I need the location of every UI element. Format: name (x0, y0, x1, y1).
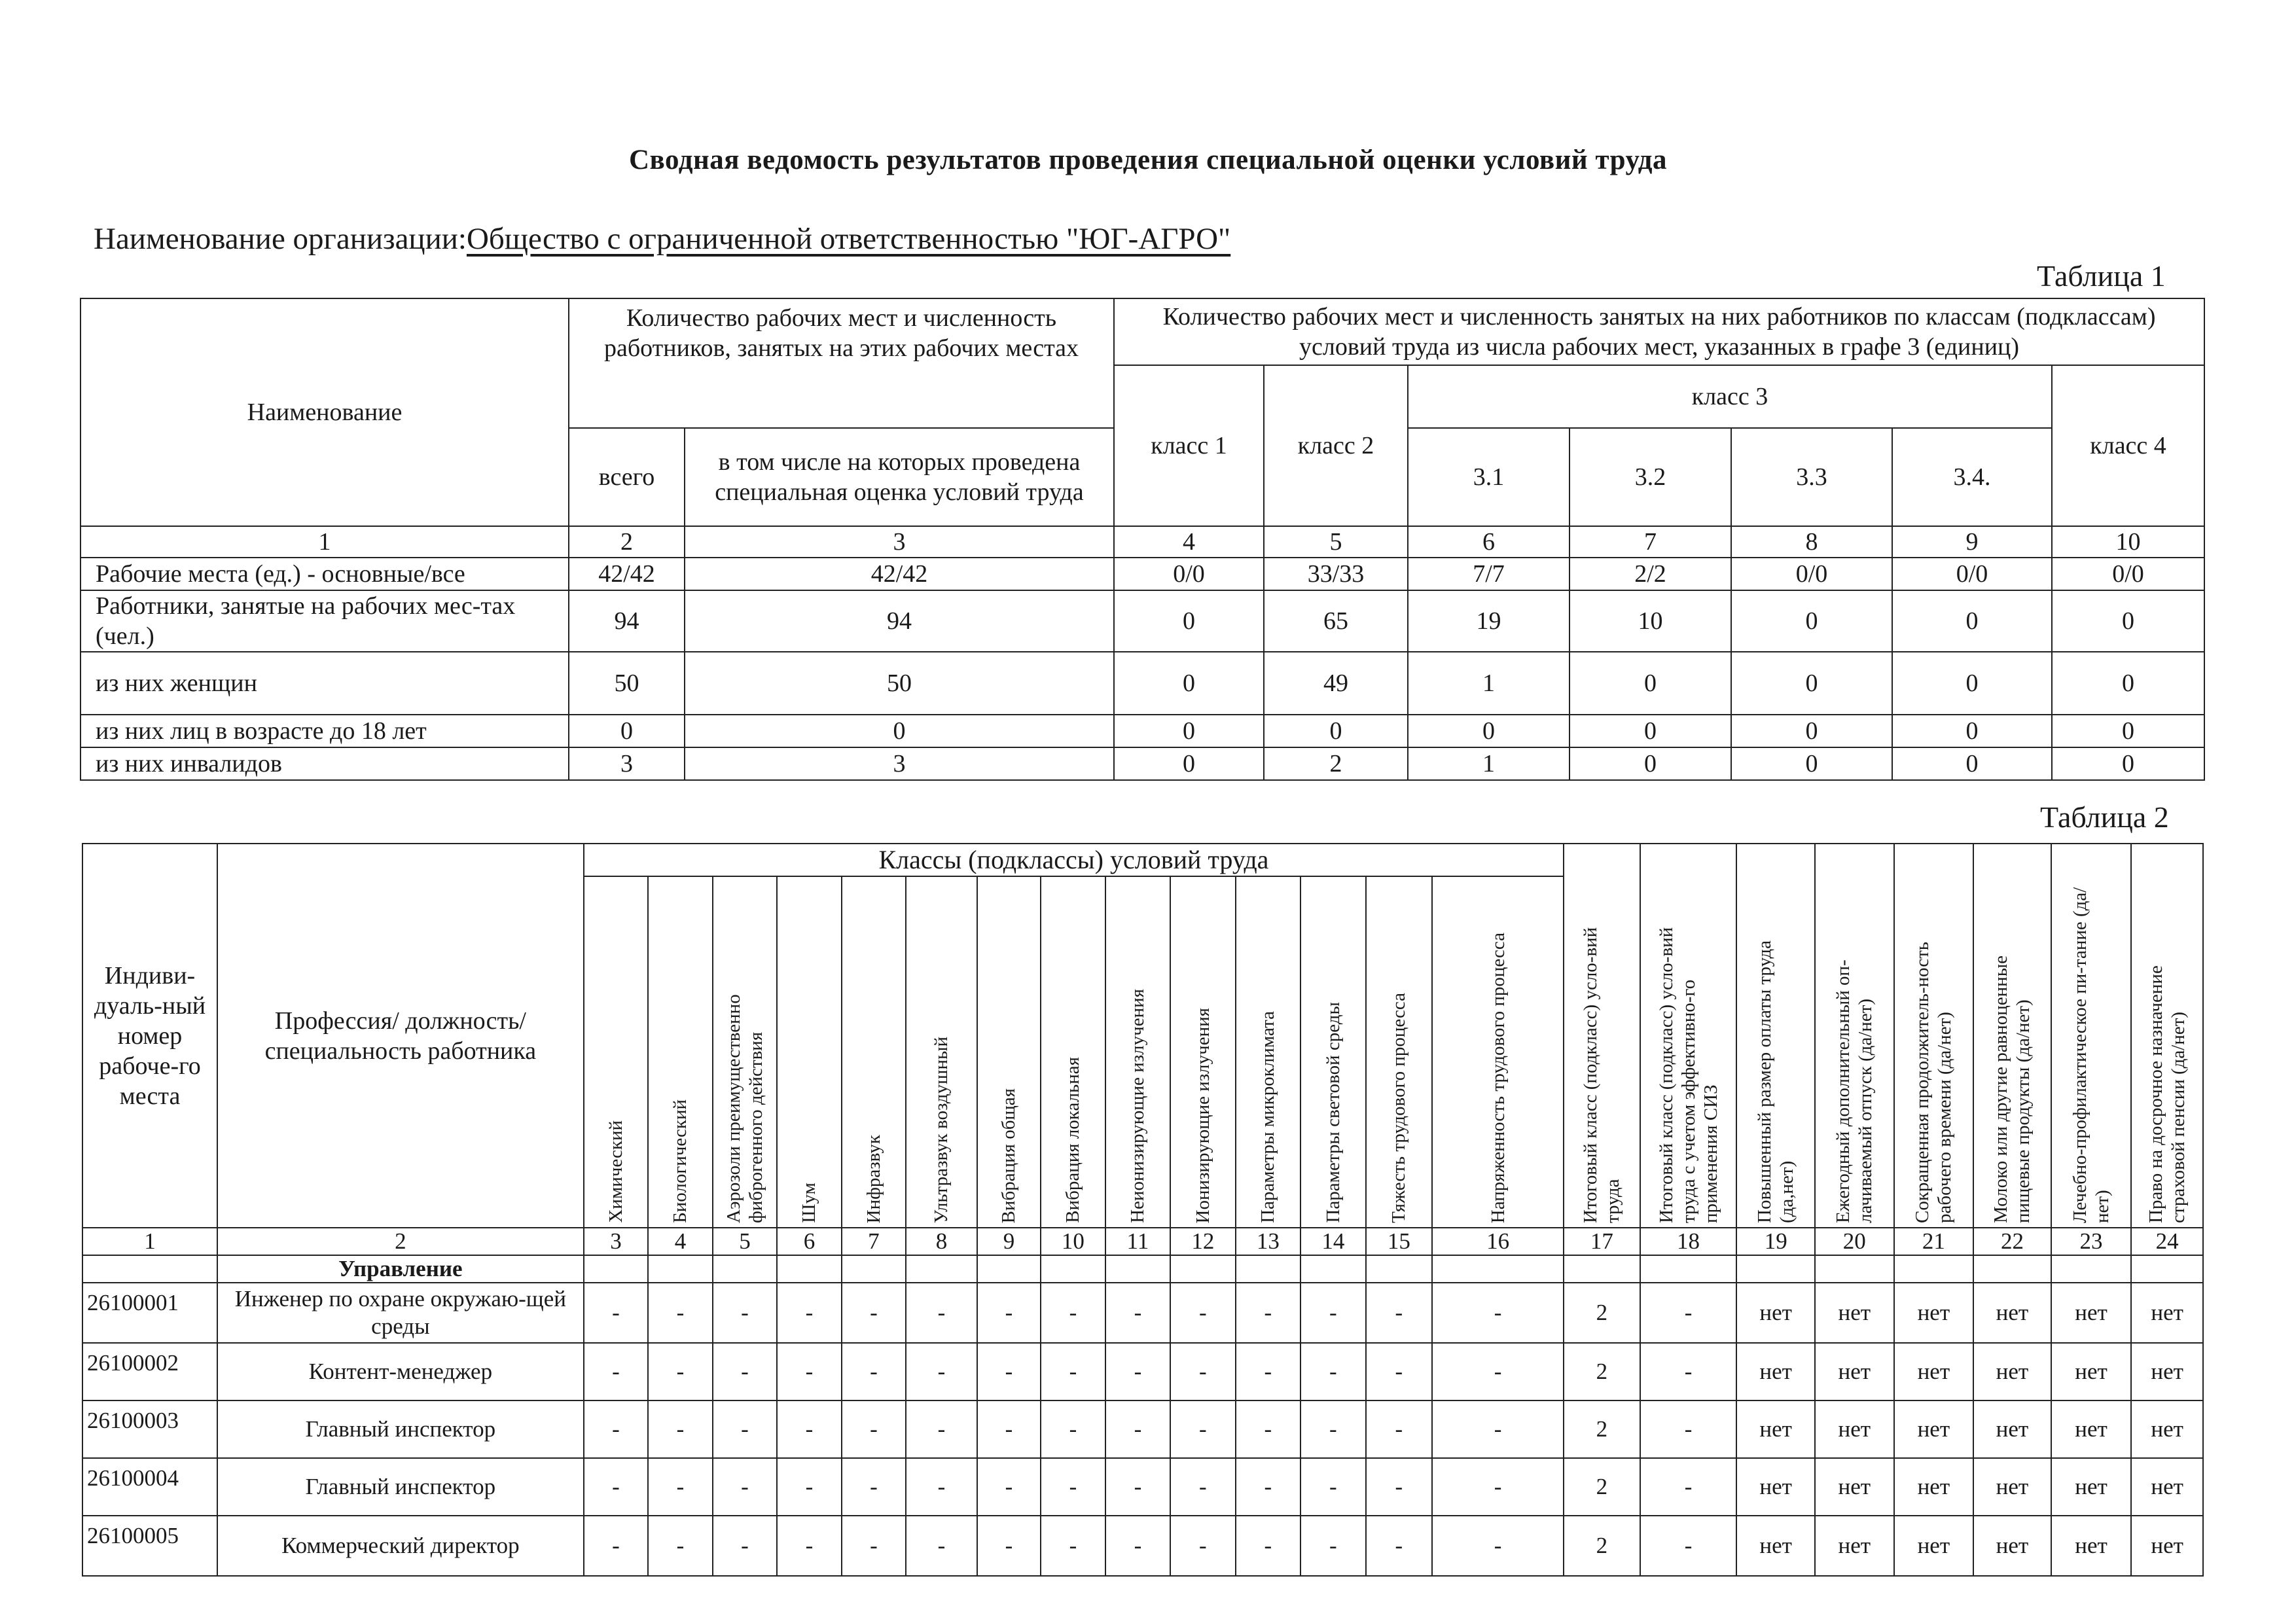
t1-cell: 0 (1114, 747, 1264, 780)
t1-column-number: 2 (569, 526, 685, 558)
t1-cell: 50 (685, 652, 1114, 715)
t2-header-extra: Право на досрочное назначение страховой пенсии (да/нет) (2131, 844, 2203, 1228)
t2-cell: - (1105, 1400, 1170, 1458)
t2-column-number: 7 (842, 1228, 906, 1255)
t2-header-extra: Повышенный размер оплаты труда (да,нет) (1736, 844, 1815, 1228)
t1-cell: 49 (1264, 652, 1408, 715)
t2-header-classes: Классы (подклассы) условий труда (584, 844, 1564, 876)
t2-cell: - (1366, 1400, 1432, 1458)
t1-cell: 1 (1408, 747, 1570, 780)
t2-column-number: 4 (648, 1228, 712, 1255)
t1-header-class3: класс 3 (1408, 365, 2052, 428)
t2-header-id: Индиви-дуаль-ный номер рабоче-го места (82, 844, 217, 1228)
workplace-id: 26100005 (82, 1516, 217, 1576)
t2-column-number: 22 (1973, 1228, 2051, 1255)
t2-cell: - (1640, 1400, 1737, 1458)
t1-column-number: 1 (81, 526, 569, 558)
t2-cell: - (1366, 1458, 1432, 1516)
t2-cell: - (1640, 1458, 1737, 1516)
t2-column-number: 24 (2131, 1228, 2203, 1255)
t2-cell: нет (2051, 1283, 2132, 1343)
t2-section-empty (584, 1255, 648, 1283)
t2-row (82, 1458, 2203, 1516)
workplaces-table (82, 843, 2204, 1577)
t2-section-empty (1170, 1255, 1235, 1283)
t2-header-factor: Напряженность трудового процесса (1432, 876, 1564, 1228)
t2-cell: - (777, 1343, 841, 1400)
t2-row (82, 1516, 2203, 1576)
t1-header-sub: 3.3 (1731, 428, 1892, 526)
t2-column-number: 11 (1105, 1228, 1170, 1255)
t2-cell: - (842, 1343, 906, 1400)
t2-cell: нет (1894, 1400, 1974, 1458)
t1-cell: 0 (1114, 590, 1264, 652)
t2-column-number: 20 (1815, 1228, 1894, 1255)
t1-cell: 0 (1731, 715, 1892, 747)
t2-cell: нет (2051, 1343, 2132, 1400)
t2-cell: - (842, 1400, 906, 1458)
t1-row (81, 747, 2204, 780)
t2-section-empty (1973, 1255, 2051, 1283)
t2-cell: - (713, 1283, 777, 1343)
t1-header-sub: 3.1 (1408, 428, 1570, 526)
t2-cell: - (977, 1400, 1041, 1458)
t2-cell: - (1300, 1283, 1365, 1343)
t1-column-number: 9 (1892, 526, 2052, 558)
t1-cell: 0 (1731, 652, 1892, 715)
t2-cell: нет (2131, 1400, 2203, 1458)
t2-column-number: 1 (82, 1228, 217, 1255)
t2-cell: нет (1894, 1458, 1974, 1516)
t1-cell: 0 (1408, 715, 1570, 747)
t2-cell: - (1236, 1516, 1300, 1576)
t2-cell: - (1640, 1516, 1737, 1576)
t1-column-number: 3 (685, 526, 1114, 558)
workplace-id: 26100002 (82, 1343, 217, 1400)
t2-cell: - (1236, 1343, 1300, 1400)
t2-header-factor: Химический (584, 876, 648, 1228)
t2-cell: - (584, 1458, 648, 1516)
t2-header-factor: Биологический (648, 876, 712, 1228)
t2-cell: - (1300, 1516, 1365, 1576)
t2-cell: - (1041, 1516, 1105, 1576)
t1-cell: 2/2 (1570, 558, 1731, 590)
t2-cell: нет (2131, 1343, 2203, 1400)
t2-cell: - (713, 1400, 777, 1458)
t2-section-empty (1432, 1255, 1564, 1283)
t2-cell: нет (2131, 1516, 2203, 1576)
t2-section-empty (1041, 1255, 1105, 1283)
t2-header-extra: Итоговый класс (подкласс) усло-вий труда с учетом эффективно-го применения СИЗ (1640, 844, 1737, 1228)
t1-row (81, 590, 2204, 652)
t2-cell: 2 (1564, 1283, 1640, 1343)
t2-header-profession: Профессия/ должность/ специальность работника (217, 844, 584, 1228)
t2-cell: - (648, 1458, 712, 1516)
t2-cell: - (1432, 1516, 1564, 1576)
t1-cell: 0 (1570, 747, 1731, 780)
t1-header-name: Наименование (81, 298, 569, 526)
t2-cell: нет (2051, 1400, 2132, 1458)
t1-cell: 0 (1731, 747, 1892, 780)
t2-header-factor: Вибрация локальная (1041, 876, 1105, 1228)
t2-cell: - (977, 1516, 1041, 1576)
t2-cell: - (1105, 1343, 1170, 1400)
t1-cell: 33/33 (1264, 558, 1408, 590)
t2-cell: - (1366, 1516, 1432, 1576)
t2-column-number: 18 (1640, 1228, 1737, 1255)
t1-column-number: 4 (1114, 526, 1264, 558)
t1-cell: 1 (1408, 652, 1570, 715)
organization-label: Наименование организации: (94, 222, 467, 256)
t2-cell: нет (2051, 1458, 2132, 1516)
t2-cell: - (1105, 1458, 1170, 1516)
t1-row-label: из них женщин (81, 652, 569, 715)
t1-cell: 0/0 (1892, 558, 2052, 590)
t1-cell: 0 (2052, 652, 2204, 715)
t2-cell: нет (1973, 1283, 2051, 1343)
t1-cell: 50 (569, 652, 685, 715)
t2-cell: нет (1736, 1343, 1815, 1400)
t2-header-extra: Ежегодный дополнительный оп-лачиваемый отпуск (да/нет) (1815, 844, 1894, 1228)
t2-section-empty (2131, 1255, 2203, 1283)
organization-name: Общество с ограниченной ответственностью "ЮГ-АГРО" (466, 222, 1231, 256)
t2-cell: нет (1736, 1458, 1815, 1516)
t2-cell: - (842, 1283, 906, 1343)
t2-section-empty (1300, 1255, 1365, 1283)
t1-header-class2: класс 2 (1264, 365, 1408, 526)
t2-column-number: 10 (1041, 1228, 1105, 1255)
t2-section-title: Управление (217, 1255, 584, 1283)
t1-cell: 19 (1408, 590, 1570, 652)
t2-cell: - (1041, 1283, 1105, 1343)
t2-section-empty (1366, 1255, 1432, 1283)
t1-column-number: 10 (2052, 526, 2204, 558)
t1-column-number: 8 (1731, 526, 1892, 558)
t2-cell: нет (1973, 1400, 2051, 1458)
t1-cell: 3 (569, 747, 685, 780)
t2-row (82, 1400, 2203, 1458)
t1-cell: 42/42 (685, 558, 1114, 590)
t1-row (81, 558, 2204, 590)
t1-cell: 10 (1570, 590, 1731, 652)
t2-cell: - (648, 1283, 712, 1343)
t2-cell: нет (2131, 1458, 2203, 1516)
t1-cell: 94 (569, 590, 685, 652)
t2-cell: - (1236, 1400, 1300, 1458)
t2-column-number: 3 (584, 1228, 648, 1255)
t1-cell: 0/0 (1114, 558, 1264, 590)
t2-cell: - (906, 1458, 977, 1516)
t2-cell: нет (1973, 1343, 2051, 1400)
t2-section-empty (1105, 1255, 1170, 1283)
t1-cell: 0 (685, 715, 1114, 747)
t2-cell: - (1300, 1400, 1365, 1458)
organization-line (94, 221, 1230, 257)
document-title: Сводная ведомость результатов проведения специальной оценки условий труда (628, 145, 1667, 175)
t2-cell: - (1300, 1458, 1365, 1516)
t2-section-empty (1736, 1255, 1815, 1283)
t2-section-empty (1564, 1255, 1640, 1283)
t2-cell: - (1170, 1343, 1235, 1400)
t2-section-empty (842, 1255, 906, 1283)
t2-cell: - (584, 1283, 648, 1343)
t2-cell: - (777, 1458, 841, 1516)
t2-cell: - (1432, 1458, 1564, 1516)
t1-cell: 42/42 (569, 558, 685, 590)
t2-header-extra: Молоко или другие равноценные пищевые продукты (да/нет) (1973, 844, 2051, 1228)
t2-cell: - (906, 1516, 977, 1576)
t2-section-empty (906, 1255, 977, 1283)
t1-cell: 0/0 (2052, 558, 2204, 590)
t1-header-total: всего (569, 428, 685, 526)
t1-cell: 0 (1570, 652, 1731, 715)
t2-header-factor: Инфразвук (842, 876, 906, 1228)
t2-cell: - (648, 1343, 712, 1400)
t2-header-factor: Вибрация общая (977, 876, 1041, 1228)
t2-cell: - (1640, 1343, 1737, 1400)
t2-cell: - (842, 1458, 906, 1516)
t2-cell: - (648, 1400, 712, 1458)
t2-cell: нет (1815, 1343, 1894, 1400)
t1-cell: 0 (1892, 590, 2052, 652)
t2-cell: нет (1736, 1400, 1815, 1458)
t2-header-factor: Шум (777, 876, 841, 1228)
t1-cell: 0 (1114, 715, 1264, 747)
t2-cell: - (777, 1516, 841, 1576)
t2-header-factor: Параметры световой среды (1300, 876, 1365, 1228)
t1-cell: 0 (1892, 715, 2052, 747)
t2-cell: - (713, 1516, 777, 1576)
t2-cell: - (1170, 1458, 1235, 1516)
t1-row (81, 652, 2204, 715)
t1-column-number: 5 (1264, 526, 1408, 558)
t2-cell: - (1236, 1283, 1300, 1343)
t1-cell: 3 (685, 747, 1114, 780)
t1-header-classes: Количество рабочих мест и численность занятых на них работников по классам (подклассам) условий труда из числа рабочих мест, указанных в графе 3 (единиц) (1114, 298, 2204, 365)
t1-cell: 0 (1264, 715, 1408, 747)
t1-cell: 94 (685, 590, 1114, 652)
t1-cell: 0 (1892, 652, 2052, 715)
t1-column-number: 6 (1408, 526, 1570, 558)
t2-column-number: 5 (713, 1228, 777, 1255)
workplace-id: 26100003 (82, 1400, 217, 1458)
t2-cell: нет (1815, 1458, 1894, 1516)
t2-cell: 2 (1564, 1400, 1640, 1458)
t2-column-number: 17 (1564, 1228, 1640, 1255)
t2-cell: - (1432, 1343, 1564, 1400)
t2-column-number: 19 (1736, 1228, 1815, 1255)
workplace-id: 26100001 (82, 1283, 217, 1343)
t1-cell: 0/0 (1731, 558, 1892, 590)
t1-header-class4: класс 4 (2052, 365, 2204, 526)
t2-column-number: 8 (906, 1228, 977, 1255)
t2-section-empty (713, 1255, 777, 1283)
t1-header-count: Количество рабочих мест и численность работников, занятых на этих рабочих местах (569, 298, 1114, 428)
t1-cell: 0 (2052, 747, 2204, 780)
t2-cell: - (906, 1283, 977, 1343)
t2-cell: - (1640, 1283, 1737, 1343)
t2-cell: - (842, 1516, 906, 1576)
t1-cell: 0 (1892, 747, 2052, 780)
t2-cell: нет (1736, 1283, 1815, 1343)
t2-cell: нет (2131, 1283, 2203, 1343)
t1-row (81, 715, 2204, 747)
t2-section-empty (82, 1255, 217, 1283)
t2-row (82, 1283, 2203, 1343)
t2-cell: - (1170, 1400, 1235, 1458)
t2-cell: - (1236, 1458, 1300, 1516)
t2-header-factor: Ионизирующие излучения (1170, 876, 1235, 1228)
t1-cell: 0 (1570, 715, 1731, 747)
t2-cell: - (1366, 1343, 1432, 1400)
t1-header-class1: класс 1 (1114, 365, 1264, 526)
t2-header-factor: Неионизирующие излучения (1105, 876, 1170, 1228)
t1-row-label: из них инвалидов (81, 747, 569, 780)
t1-row-label: Работники, занятые на рабочих мес-тах (чел.) (81, 590, 569, 652)
t2-section-empty (2051, 1255, 2132, 1283)
t2-cell: - (906, 1343, 977, 1400)
t2-cell: - (906, 1400, 977, 1458)
t2-header-factor: Аэрозоли преимущественно фиброгенного действия (713, 876, 777, 1228)
profession-name: Главный инспектор (217, 1458, 584, 1516)
table2-caption: Таблица 2 (2040, 800, 2169, 834)
t2-cell: нет (1894, 1343, 1974, 1400)
profession-name: Контент-менеджер (217, 1343, 584, 1400)
t2-cell: - (777, 1400, 841, 1458)
t2-header-factor: Параметры микроклимата (1236, 876, 1300, 1228)
t2-cell: нет (1973, 1516, 2051, 1576)
profession-name: Коммерческий директор (217, 1516, 584, 1576)
t2-cell: нет (1973, 1458, 2051, 1516)
t2-cell: нет (1736, 1516, 1815, 1576)
t2-header-factor: Тяжесть трудового процесса (1366, 876, 1432, 1228)
t2-cell: - (648, 1516, 712, 1576)
t1-cell: 65 (1264, 590, 1408, 652)
t2-header-extra: Итоговый класс (подкласс) усло-вий труда (1564, 844, 1640, 1228)
t2-cell: нет (1815, 1283, 1894, 1343)
t2-header-factor: Ультразвук воздушный (906, 876, 977, 1228)
t2-cell: - (713, 1458, 777, 1516)
t2-column-number: 14 (1300, 1228, 1365, 1255)
t2-cell: нет (1894, 1516, 1974, 1576)
t2-column-number: 21 (1894, 1228, 1974, 1255)
t2-column-number: 6 (777, 1228, 841, 1255)
t2-row (82, 1343, 2203, 1400)
t2-section-empty (1640, 1255, 1737, 1283)
t2-cell: - (1432, 1400, 1564, 1458)
t2-header-extra: Сокращенная продолжитель-ность рабочего времени (да/нет) (1894, 844, 1974, 1228)
t1-cell: 0 (1114, 652, 1264, 715)
table1-caption: Таблица 1 (2037, 259, 2166, 293)
t1-row-label: из них лиц в возрасте до 18 лет (81, 715, 569, 747)
t2-cell: - (713, 1343, 777, 1400)
t2-column-number: 2 (217, 1228, 584, 1255)
t2-section-empty (1236, 1255, 1300, 1283)
t1-row-label: Рабочие места (ед.) - основные/все (81, 558, 569, 590)
t1-header-sub: 3.4. (1892, 428, 2052, 526)
t2-cell: - (1366, 1283, 1432, 1343)
t2-cell: - (1432, 1283, 1564, 1343)
t2-cell: нет (1815, 1400, 1894, 1458)
profession-name: Инженер по охране окружаю-щей среды (217, 1283, 584, 1343)
t1-header-assessed: в том числе на которых проведена специальная оценка условий труда (685, 428, 1114, 526)
t2-cell: - (1041, 1343, 1105, 1400)
t2-header-extra: Лечебно-профилактическое пи-тание (да/нет) (2051, 844, 2132, 1228)
t2-section-empty (1894, 1255, 1974, 1283)
t1-header-sub: 3.2 (1570, 428, 1731, 526)
t2-cell: - (777, 1283, 841, 1343)
t2-column-number: 23 (2051, 1228, 2132, 1255)
t1-cell: 0 (2052, 715, 2204, 747)
t2-cell: нет (2051, 1516, 2132, 1576)
t2-cell: - (1170, 1516, 1235, 1576)
t2-column-number: 15 (1366, 1228, 1432, 1255)
t2-cell: 2 (1564, 1458, 1640, 1516)
t1-cell: 7/7 (1408, 558, 1570, 590)
t2-cell: нет (1815, 1516, 1894, 1576)
t1-cell: 0 (2052, 590, 2204, 652)
t2-cell: 2 (1564, 1343, 1640, 1400)
t2-cell: - (1105, 1516, 1170, 1576)
t1-cell: 2 (1264, 747, 1408, 780)
t2-cell: - (977, 1343, 1041, 1400)
t2-column-number: 12 (1170, 1228, 1235, 1255)
t2-cell: 2 (1564, 1516, 1640, 1576)
t2-section-empty (977, 1255, 1041, 1283)
t2-cell: - (977, 1283, 1041, 1343)
t2-cell: - (1041, 1400, 1105, 1458)
t2-section-empty (777, 1255, 841, 1283)
t2-cell: - (977, 1458, 1041, 1516)
t2-section-empty (1815, 1255, 1894, 1283)
t1-column-number: 7 (1570, 526, 1731, 558)
t2-column-number: 9 (977, 1228, 1041, 1255)
workplace-id: 26100004 (82, 1458, 217, 1516)
summary-table (80, 298, 2205, 781)
t2-section-empty (648, 1255, 712, 1283)
t2-cell: - (1300, 1343, 1365, 1400)
t2-cell: - (1105, 1283, 1170, 1343)
t2-cell: - (1041, 1458, 1105, 1516)
t1-cell: 0 (569, 715, 685, 747)
t2-cell: - (584, 1516, 648, 1576)
t1-cell: 0 (1731, 590, 1892, 652)
t2-cell: - (584, 1400, 648, 1458)
t2-column-number: 16 (1432, 1228, 1564, 1255)
t2-column-number: 13 (1236, 1228, 1300, 1255)
t2-cell: нет (1894, 1283, 1974, 1343)
profession-name: Главный инспектор (217, 1400, 584, 1458)
t2-cell: - (584, 1343, 648, 1400)
t2-cell: - (1170, 1283, 1235, 1343)
